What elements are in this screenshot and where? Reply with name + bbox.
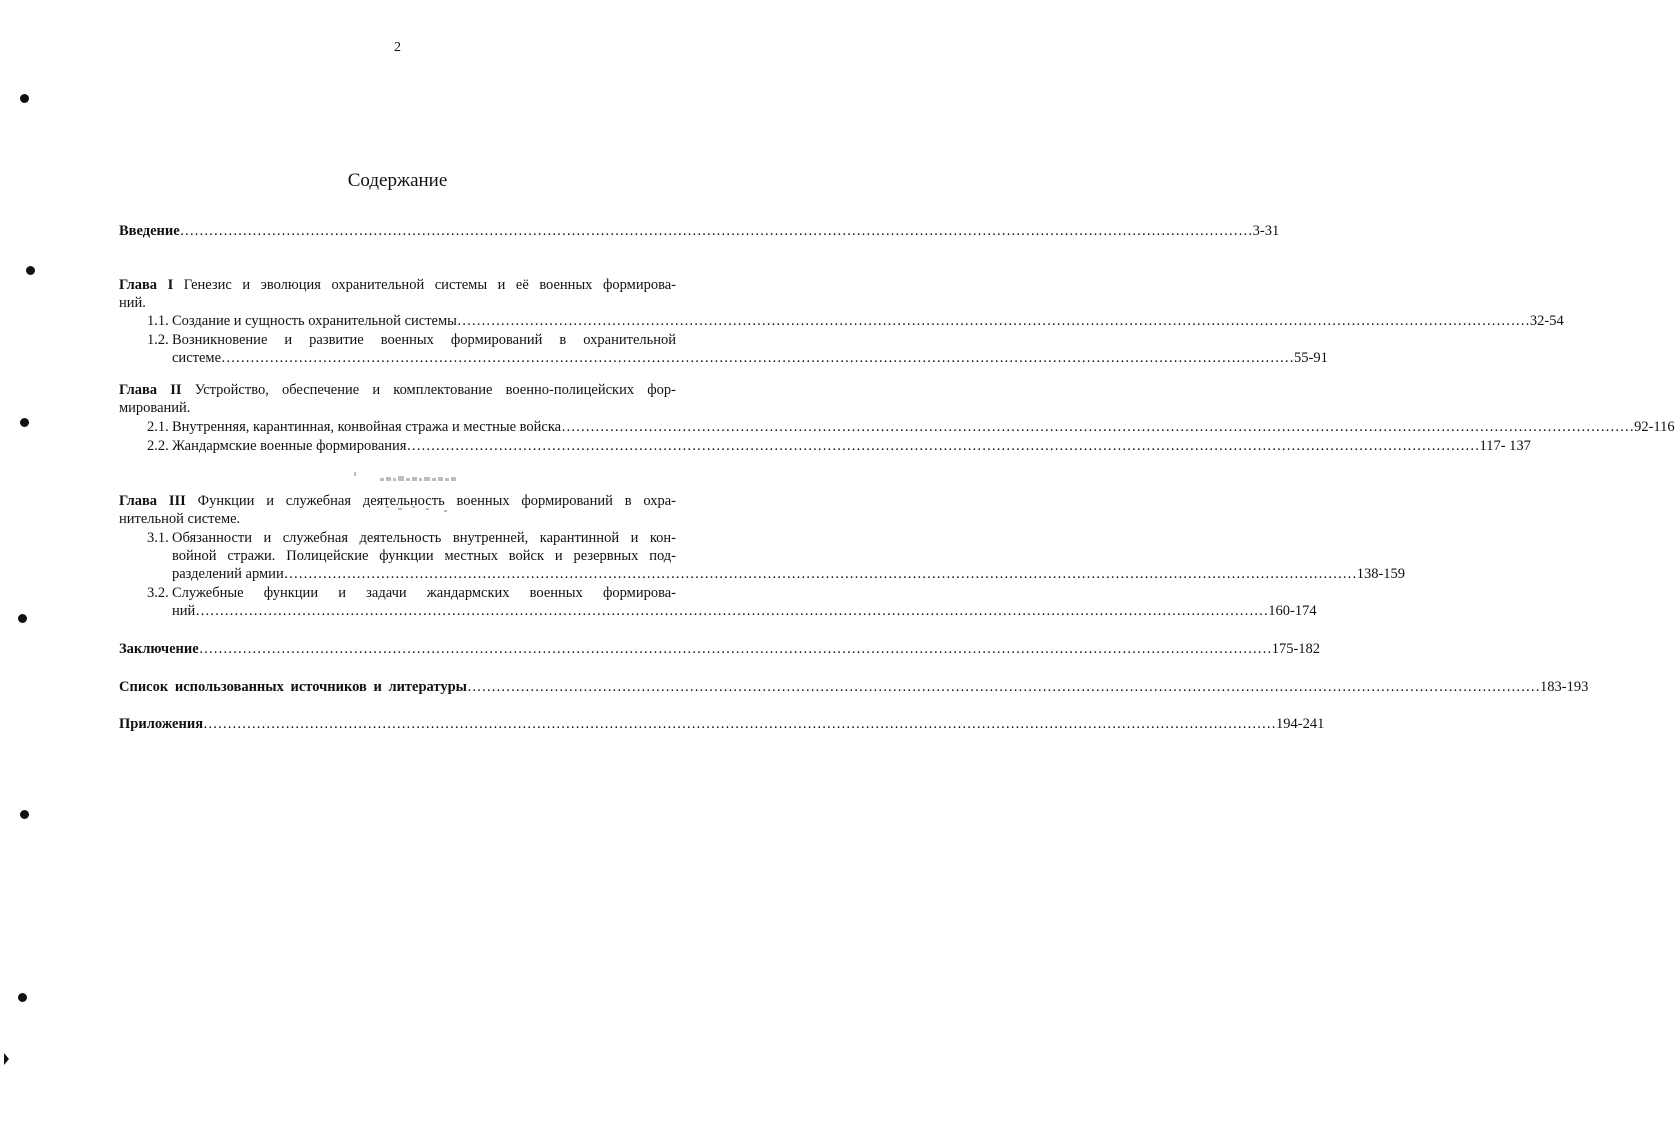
section-num: 2.2. <box>147 438 169 454</box>
leader-dots: …………………………………………………………………………………………………………………………………………………………………………………………………… <box>467 679 1540 695</box>
leader-dots: …………………………………………………………………………………………………………………………………………………………………………………………………… <box>195 603 1269 619</box>
toc-entry-1-2[interactable] <box>172 331 676 349</box>
section-title: Служебные функции и задачи жандармских военных формирова- <box>172 585 676 601</box>
chapter-2-title: Устройство, обеспечение и комплектование военно-полицейских фор- <box>194 382 676 398</box>
toc-entry-3-1-cont[interactable] <box>172 547 676 565</box>
section-title: Обязанности и служебная деятельность внутренней, карантинной и кон- <box>172 530 676 546</box>
page-title: Содержание <box>347 170 448 191</box>
section-title: Внутренняя, карантинная, конвойная стража и местные войска <box>172 419 562 435</box>
section-title: Создание и сущность охранительной системы <box>172 313 457 329</box>
toc-entry-1-1[interactable] <box>172 312 1564 330</box>
chapter-3-label: Глава III <box>119 493 186 509</box>
section-num: 1.2. <box>147 332 169 348</box>
leader-dots: …………………………………………………………………………………………………………………………………………………………………………………………………… <box>561 419 1635 435</box>
leader-dots: …………………………………………………………………………………………………………………………………………………………………………………………………… <box>406 438 1480 454</box>
chapter-3-heading[interactable] <box>119 492 676 510</box>
chapter-2-label: Глава II <box>119 382 182 398</box>
page-number: 2 <box>394 40 401 55</box>
toc-entry-2-2[interactable] <box>172 437 1531 455</box>
toc-entry-3-2-cont[interactable] <box>172 602 1317 620</box>
toc-entry-1-2-cont[interactable] <box>172 349 1328 367</box>
chapter-2-heading[interactable] <box>119 381 676 399</box>
chapter-2-title-cont: мирований. <box>119 400 191 416</box>
section-title: Возникновение и развитие военных формирований в охранительной <box>172 332 676 348</box>
leader-dots: …………………………………………………………………………………………………………………………………………………………………………………………………… <box>456 313 1530 329</box>
section-num: 2.1. <box>147 419 169 435</box>
chapter-3-heading-cont <box>119 510 240 528</box>
toc-entry-introduction[interactable] <box>119 222 1280 240</box>
conclusion-label: Заключение <box>119 641 199 657</box>
punch-hole-3 <box>20 418 29 427</box>
leader-dots: …………………………………………………………………………………………………………………………………………………………………………………………………… <box>221 350 1295 366</box>
appendix-label: Приложения <box>119 716 204 732</box>
page-range: 55-91 <box>1294 350 1328 366</box>
section-title-cont: разделений армии <box>172 566 284 582</box>
sources-label: Список использованных источников и литературы <box>119 679 467 695</box>
leader-dots: …………………………………………………………………………………………………………………………………………………………………………………………………… <box>283 566 1357 582</box>
chapter-1-heading-cont <box>119 294 146 312</box>
page-range: 32-54 <box>1529 313 1564 329</box>
introduction-label: Введение <box>119 223 180 239</box>
section-title-cont: ний <box>172 603 196 619</box>
page-range: 92-116 <box>1634 419 1675 435</box>
section-num: 1.1. <box>147 313 169 329</box>
punch-hole-6 <box>18 993 27 1002</box>
chapter-3-title: Функции и служебная деятельность военных формирований в охра- <box>197 493 677 509</box>
section-title-cont: войной стражи. Полицейские функции местных войск и резервных под- <box>172 548 676 564</box>
page-range: 117- 137 <box>1479 438 1531 454</box>
toc-entry-appendix[interactable] <box>119 715 1325 733</box>
punch-hole-2 <box>26 266 35 275</box>
chapter-1-title-cont: ний. <box>119 295 146 311</box>
page-range: 3-31 <box>1252 223 1280 239</box>
chapter-1-label: Глава I <box>119 277 174 293</box>
toc-entry-2-1[interactable] <box>172 418 1675 436</box>
section-title-cont: системе <box>172 350 222 366</box>
page-range: 194-241 <box>1276 716 1325 732</box>
chapter-1-heading[interactable] <box>119 276 676 294</box>
chapter-2-heading-cont <box>119 399 190 417</box>
leader-dots: …………………………………………………………………………………………………………………………………………………………………………………………………… <box>198 641 1272 657</box>
section-num: 3.2. <box>147 585 169 601</box>
page-range: 175-182 <box>1271 641 1321 657</box>
leader-dots: …………………………………………………………………………………………………………………………………………………………………………………………………… <box>179 223 1253 239</box>
punch-hole-5 <box>20 810 29 819</box>
edge-mark <box>4 1053 9 1065</box>
section-title: Жандармские военные формирования <box>172 438 407 454</box>
chapter-1-title: Генезис и эволюция охранительной системы и её военных формирова- <box>183 277 677 293</box>
page-range: 138-159 <box>1356 566 1406 582</box>
toc-entry-conclusion[interactable] <box>119 640 1321 658</box>
page-range: 183-193 <box>1540 679 1589 695</box>
toc-entry-3-1[interactable] <box>172 529 676 547</box>
toc-entry-3-1-cont2[interactable] <box>172 565 1406 583</box>
leader-dots: …………………………………………………………………………………………………………………………………………………………………………………………………… <box>203 716 1277 732</box>
chapter-3-title-cont: нительной системе. <box>119 511 241 527</box>
punch-hole-1 <box>20 94 29 103</box>
toc-entry-3-2[interactable] <box>172 584 676 602</box>
section-num: 3.1. <box>147 530 169 546</box>
punch-hole-4 <box>18 614 27 623</box>
toc-entry-sources[interactable] <box>119 678 1589 696</box>
page-range: 160-174 <box>1268 603 1317 619</box>
